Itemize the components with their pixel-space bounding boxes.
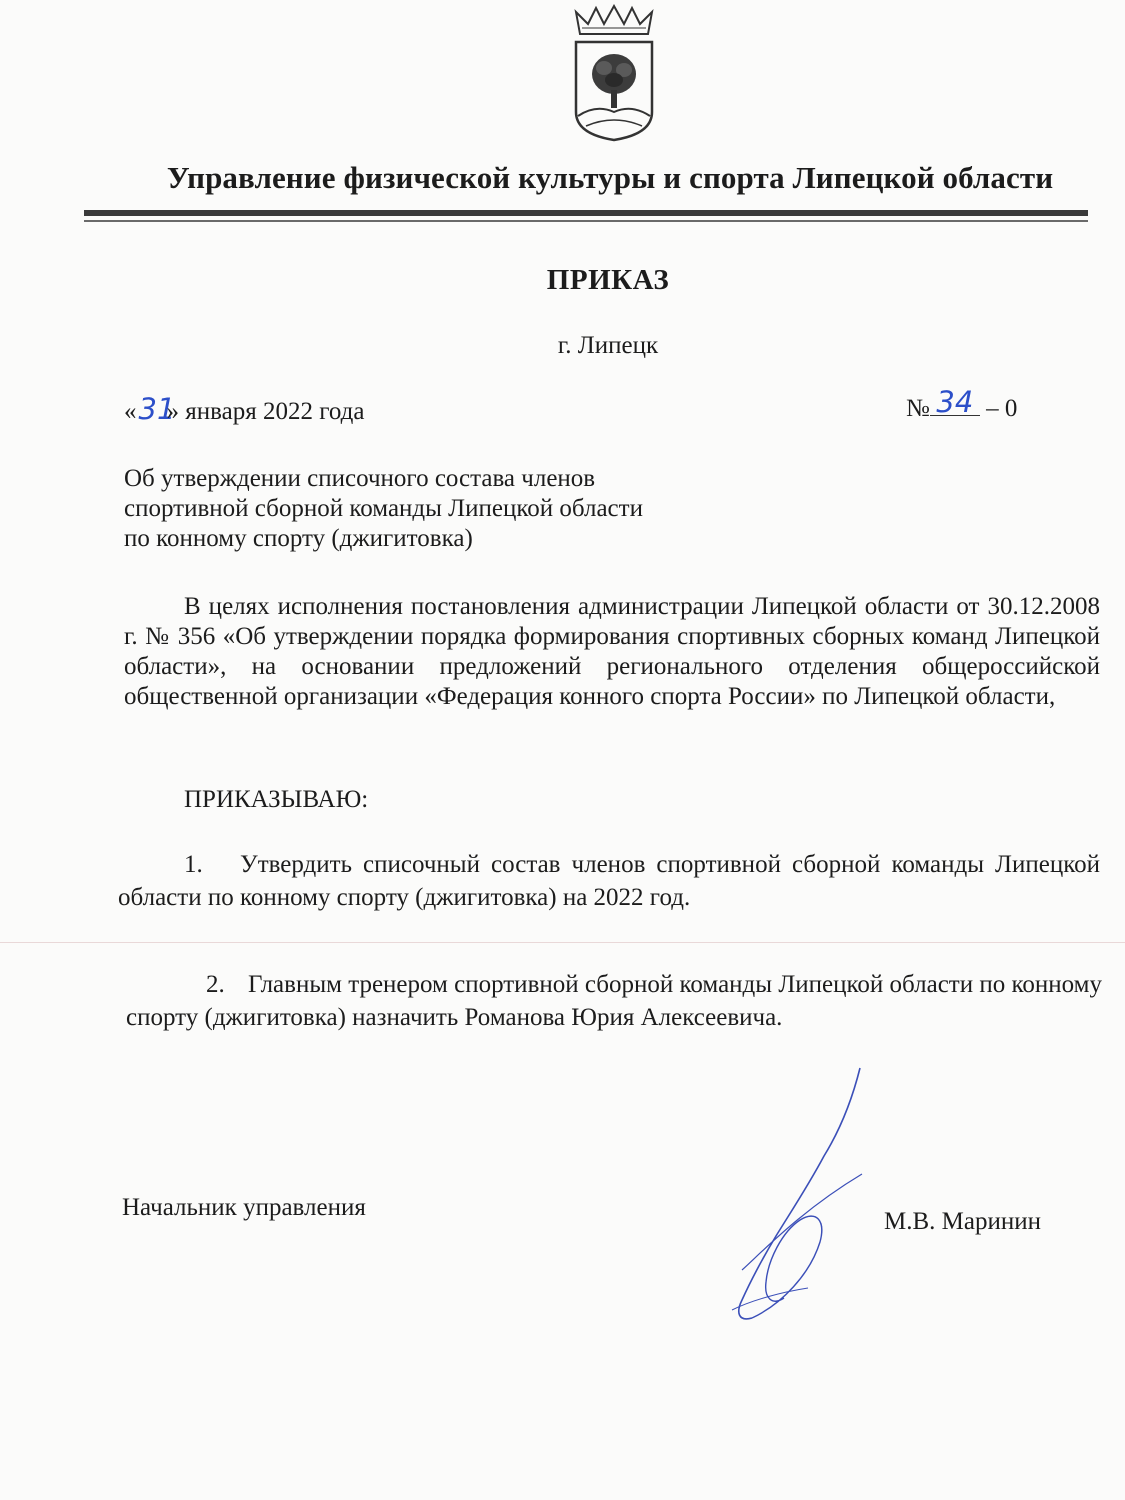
date-rest: » января 2022 года xyxy=(166,398,365,425)
order-item xyxy=(126,968,1102,1034)
organization-title: Управление физической культуры и спорта Липецкой области xyxy=(166,160,1054,195)
number-suffix: – 0 xyxy=(979,395,1018,422)
signatory-name: М.В. Маринин xyxy=(884,1208,1041,1235)
number-prefix: № xyxy=(906,395,930,422)
order-item-number: 2. xyxy=(206,971,225,998)
document-date xyxy=(124,392,364,426)
document-type: ПРИКАЗ xyxy=(546,264,670,296)
subject-line: спортивной сборной команды Липецкой области xyxy=(124,495,643,522)
order-heading: ПРИКАЗЫВАЮ: xyxy=(184,786,369,813)
order-item xyxy=(118,848,1100,914)
document-number xyxy=(906,385,1018,423)
date-quote-open: « xyxy=(124,398,137,425)
subject-line: Об утверждении списочного состава членов xyxy=(124,465,596,492)
scan-artifact-line xyxy=(0,942,1125,943)
date-day-handwritten: 31 xyxy=(138,392,176,426)
order-item-text: Главным тренером спортивной сборной команды Липецкой области по конному спорту (джигитовка) назначить Романова Юрия Алексеевича. xyxy=(126,971,1102,1031)
subject-line: по конному спорту (джигитовка) xyxy=(124,525,473,552)
document-city: г. Липецк xyxy=(557,332,659,359)
header-divider-thick xyxy=(84,210,1088,216)
order-item-number: 1. xyxy=(184,851,203,878)
number-handwritten: 34 xyxy=(930,389,980,416)
document-subject xyxy=(124,464,724,554)
coat-of-arms-icon xyxy=(568,4,660,142)
signature-icon xyxy=(712,1060,882,1330)
header-divider-thin xyxy=(84,220,1088,222)
preamble-paragraph: В целях исполнения постановления администрации Липецкой области от 30.12.2008 г. № 356 «Об утверждении порядка формирования спортивных сборных команд Липецкой области», на основании предложений регионального отделения общероссийской общественной организации «Федерация конного спорта России» по Липецкой области, xyxy=(124,593,1100,710)
signatory-position: Начальник управления xyxy=(122,1194,366,1221)
order-item-text: Утвердить списочный состав членов спортивной сборной команды Липецкой области по конному спорту (джигитовка) на 2022 год. xyxy=(118,851,1100,911)
